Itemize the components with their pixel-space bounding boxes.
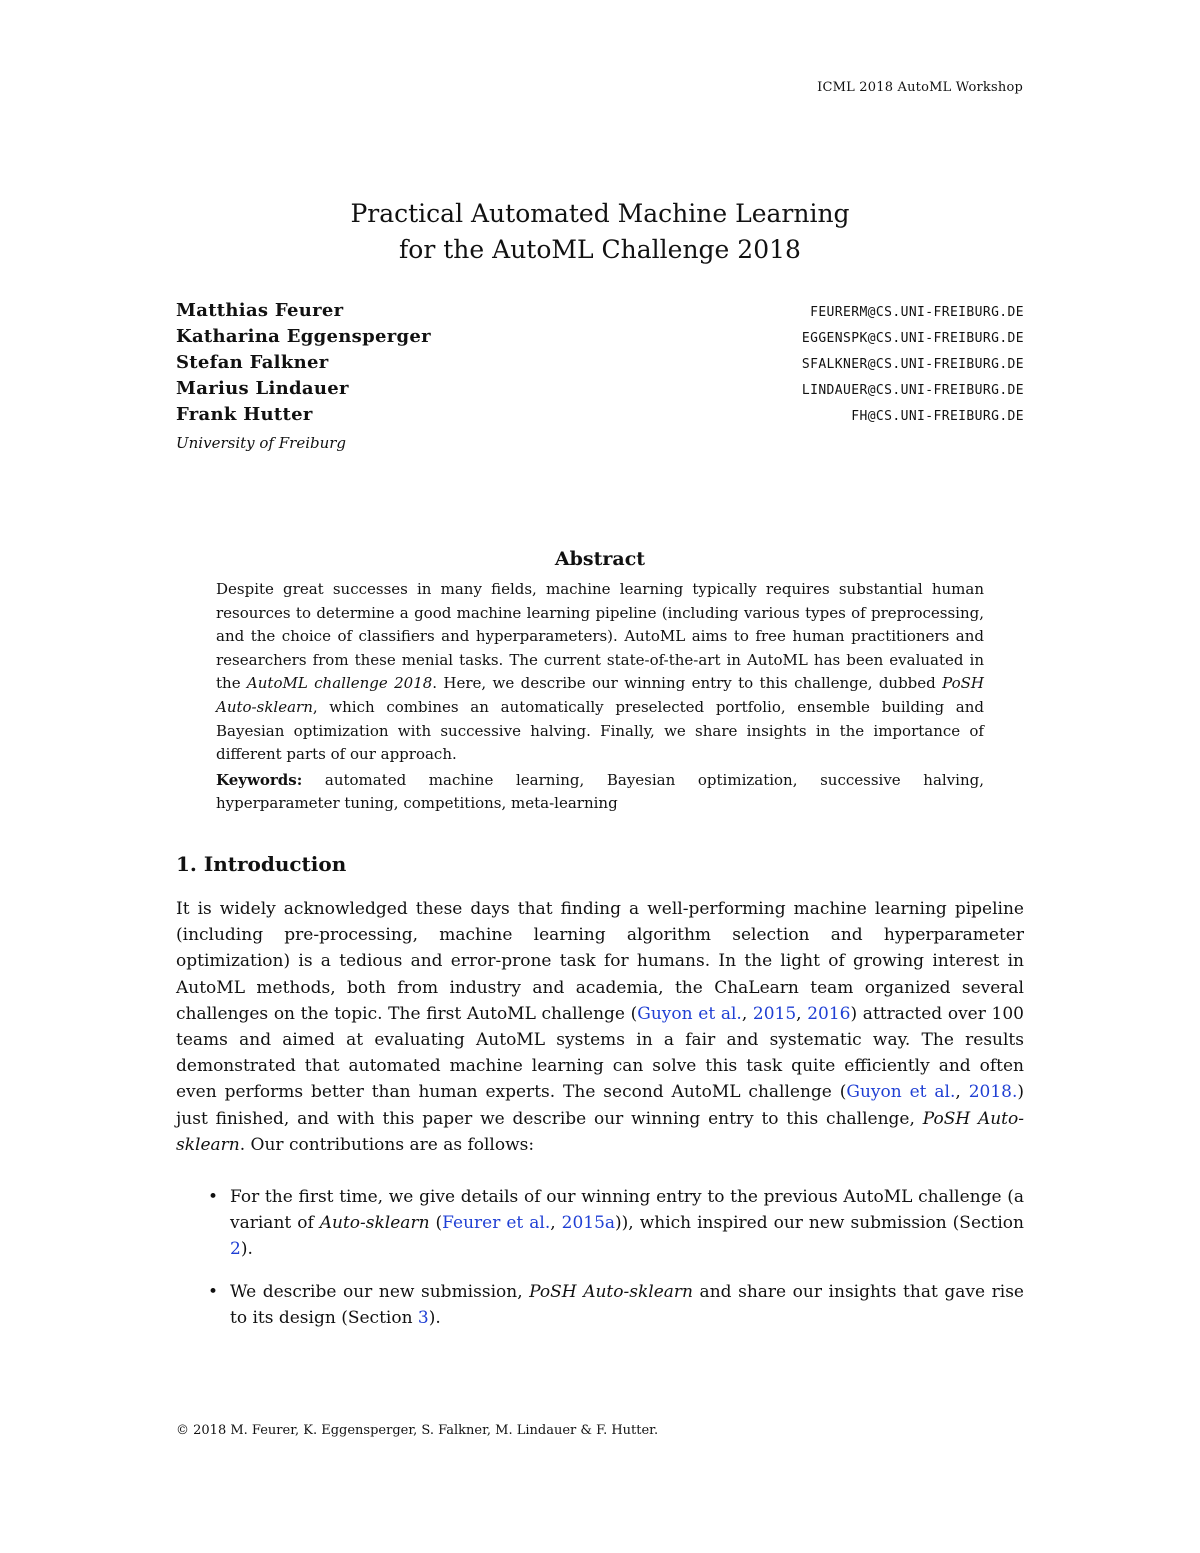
author-row [176,404,1024,430]
author-row [176,378,1024,404]
citation-link[interactable]: 2016 [807,1003,851,1024]
citation-separator: , [550,1213,562,1234]
abstract-text-part: Despite great successes in many fields, machine learning typically requires substantial human resources to determine a good machine learning pipeline (including various types of preprocessing, and the choice of classifiers and hyperparameters). AutoML aims to free human practitioners and researchers from these menial tasks. The current state-of-the-art in AutoML has been evaluated in the [216,580,984,693]
list-item-text: and share our insights that gave rise to its design (Section [230,1281,1024,1328]
abstract-text [216,578,984,767]
citation-link[interactable]: Feurer et al. [442,1213,551,1234]
author-email: FH@CS.UNI-FREIBURG.DE [851,409,1024,424]
citation-separator: , [796,1003,808,1024]
intro-text: It is widely acknowledged these days that finding a well-performing machine learning pipeline (including pre-processing, machine learning algorithm selection and hyperparameter optimization) is a tedious and error-prone task for humans. In the light of growing interest in AutoML methods, both from industry and academia, the ChaLearn team organized several challenges on the topic. The first AutoML challenge ( [176,899,1024,1024]
challenge-name: AutoML challenge 2018 [246,674,433,693]
author-row [176,352,1024,378]
list-item-text: ). [428,1307,441,1328]
author-email: SFALKNER@CS.UNI-FREIBURG.DE [801,357,1024,372]
list-item-text: We describe our new submission, [230,1281,530,1302]
paper-title-line-2: for the AutoML Challenge 2018 [399,235,801,264]
keywords-label: Keywords: [216,770,303,789]
author-email: LINDAUER@CS.UNI-FREIBURG.DE [801,383,1024,398]
paper-title [0,196,1200,268]
citation-link[interactable]: 2018. [968,1082,1018,1103]
list-item [176,1279,1024,1331]
intro-text: . Our contributions are as follows: [239,1134,535,1155]
copyright-footer: © 2018 M. Feurer, K. Eggensperger, S. Falkner, M. Lindauer & F. Hutter. [176,1423,659,1438]
citation-link[interactable]: Guyon et al. [846,1082,956,1103]
list-item-text: ). [240,1239,253,1260]
author-row [176,300,1024,326]
abstract-section [216,548,984,816]
list-item [176,1184,1024,1263]
affiliation: University of Freiburg [176,434,347,452]
bullet-icon: • [208,1187,219,1208]
author-name: Katharina Eggensperger [176,326,431,347]
section-heading: 1. Introduction [176,852,347,876]
list-item-text: ( [429,1213,443,1234]
intro-text: ) just finished, and with this paper we describe our winning entry to this challenge, [176,1082,1024,1129]
citation-separator: , [741,1003,753,1024]
citation-link[interactable]: 2015 [752,1003,797,1024]
system-name: PoSH Auto-sklearn [529,1281,693,1302]
author-name: Marius Lindauer [176,378,349,399]
system-name: PoSH Auto-sklearn [176,1108,1024,1155]
list-item-text: )), which inspired our new submission (Section [615,1213,1024,1234]
introduction-section [176,852,1024,1347]
abstract-heading: Abstract [554,548,646,570]
contributions-list [176,1184,1024,1331]
paper-title-line-1: Practical Automated Machine Learning [350,199,850,228]
author-name: Matthias Feurer [176,300,344,321]
author-email: EGGENSPK@CS.UNI-FREIBURG.DE [801,331,1024,346]
intro-text: ) attracted over 100 teams and aimed at evaluating AutoML systems in a fair and systematic way. The results demonstrated that automated machine learning can solve this task quite efficiently and often even performs better than human experts. The second AutoML challenge ( [176,1003,1024,1103]
system-name: Auto-sklearn [319,1213,430,1234]
system-name: PoSH Auto-sklearn [216,674,984,716]
section-ref-link[interactable]: 3 [417,1307,429,1328]
abstract-text-part: , which combines an automatically preselected portfolio, ensemble building and Bayesian optimization with successive halving. Finally, we share insights in the importance of different parts of our approach. [216,697,984,764]
author-name: Stefan Falkner [176,352,329,373]
section-ref-link[interactable]: 2 [230,1239,241,1260]
author-row [176,326,1024,352]
citation-link[interactable]: Guyon et al. [637,1003,742,1024]
bullet-icon: • [208,1281,219,1302]
abstract-text-part: . Here, we describe our winning entry to this challenge, dubbed [432,674,943,693]
author-list [176,300,1024,452]
author-email: FEURERM@CS.UNI-FREIBURG.DE [810,305,1024,320]
citation-link[interactable]: 2015a [561,1213,616,1234]
keywords-list: automated machine learning, Bayesian optimization, successive halving, hyperparameter tuning, competitions, meta-learning [216,770,984,813]
citation-separator: , [955,1082,969,1103]
list-item-text: For the first time, we give details of our winning entry to the previous AutoML challenge (a variant of [230,1187,1024,1234]
keywords [216,769,984,816]
intro-paragraph [176,896,1024,1158]
running-header: ICML 2018 AutoML Workshop [817,80,1023,95]
author-name: Frank Hutter [176,404,313,425]
